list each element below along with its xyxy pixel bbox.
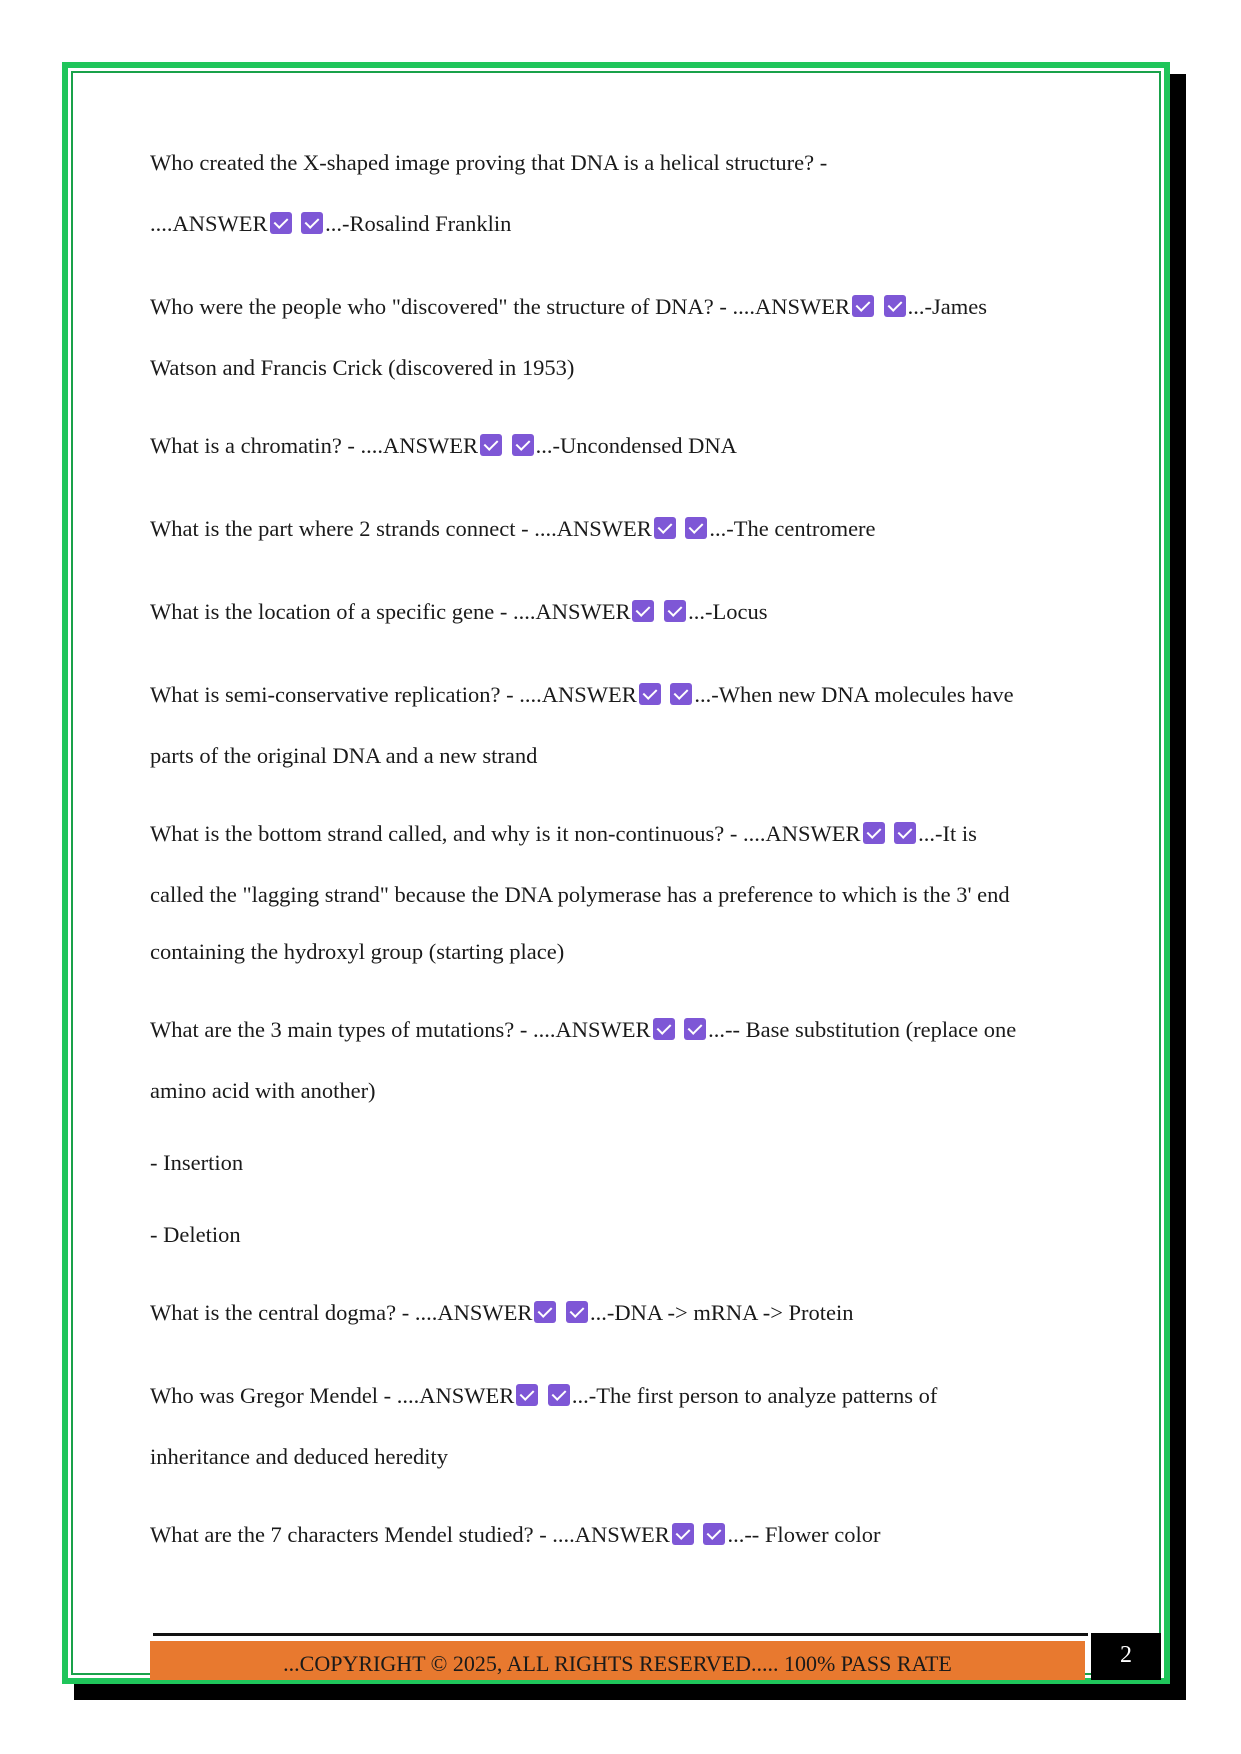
question-line	[150, 680, 1014, 710]
answer-text: amino acid with another)	[150, 1078, 376, 1103]
question-9-text: What is the central dogma? - ....ANSWER	[150, 1300, 533, 1325]
question-11-text: What are the 7 characters Mendel studied? - ....ANSWER	[150, 1522, 670, 1547]
check-box-icon	[512, 434, 534, 456]
question-5-text: What is the location of a specific gene - ....ANSWER	[150, 599, 631, 624]
check-box-icon	[516, 1384, 538, 1406]
question-6-text: What is semi-conservative replication? - ....ANSWER	[150, 682, 637, 707]
check-box-icon	[653, 1018, 675, 1040]
footer-copyright-bar	[150, 1641, 1085, 1680]
answer-text: ...-The centromere	[709, 516, 876, 541]
check-box-icon	[685, 517, 707, 539]
check-box-icon	[566, 1301, 588, 1323]
page-number: 2	[1091, 1633, 1161, 1680]
question-line	[150, 1381, 937, 1411]
answer-text: Watson and Francis Crick (discovered in 1953)	[150, 355, 575, 380]
check-box-icon	[270, 212, 292, 234]
answer-text: ...-Locus	[688, 599, 768, 624]
check-box-icon	[639, 683, 661, 705]
check-box-icon	[654, 517, 676, 539]
question-text	[150, 148, 827, 178]
check-box-icon	[480, 434, 502, 456]
answer-text: inheritance and deduced heredity	[150, 1444, 448, 1469]
question-line	[150, 1298, 854, 1328]
answer-text: - Deletion	[150, 1222, 241, 1247]
question-line	[150, 597, 767, 627]
answer-label: ....ANSWER	[150, 211, 268, 236]
check-box-icon	[548, 1384, 570, 1406]
answer-continuation	[150, 1442, 448, 1472]
question-line	[150, 1520, 881, 1550]
answer-text: ...-When new DNA molecules have	[694, 682, 1014, 707]
answer-text: containing the hydroxyl group (starting place)	[150, 939, 565, 964]
question-8-text: What are the 3 main types of mutations? - ....ANSWER	[150, 1017, 651, 1042]
answer-list-item	[150, 1148, 243, 1178]
answer-line	[150, 209, 511, 239]
question-2-text: Who were the people who "discovered" the structure of DNA? - ....ANSWER	[150, 294, 851, 319]
question-line	[150, 819, 977, 849]
answer-continuation	[150, 880, 1010, 910]
answer-text: ...-Uncondensed DNA	[535, 433, 737, 458]
answer-text: ...-Rosalind Franklin	[325, 211, 512, 236]
question-line	[150, 431, 737, 461]
answer-text: ...-- Flower color	[727, 1522, 881, 1547]
check-box-icon	[301, 212, 323, 234]
answer-text: ...-DNA -> mRNA -> Protein	[590, 1300, 854, 1325]
check-box-icon	[863, 822, 885, 844]
answer-continuation	[150, 1076, 376, 1106]
check-box-icon	[534, 1301, 556, 1323]
answer-text: ...-It is	[918, 821, 977, 846]
check-box-icon	[684, 1018, 706, 1040]
check-box-icon	[664, 600, 686, 622]
check-box-icon	[703, 1523, 725, 1545]
question-10-text: Who was Gregor Mendel - ....ANSWER	[150, 1383, 515, 1408]
footer-copyright-text: ...COPYRIGHT © 2025, ALL RIGHTS RESERVED..... 100% PASS RATE	[283, 1651, 952, 1676]
answer-text: ...-- Base substitution (replace one	[708, 1017, 1017, 1042]
check-box-icon	[672, 1523, 694, 1545]
answer-text: - Insertion	[150, 1150, 244, 1175]
question-7-text: What is the bottom strand called, and why is it non-continuous? - ....ANSWER	[150, 821, 861, 846]
check-box-icon	[852, 295, 874, 317]
check-box-icon	[894, 822, 916, 844]
footer-divider	[153, 1633, 1088, 1636]
question-line	[150, 1015, 1016, 1045]
answer-continuation	[150, 937, 564, 967]
question-line	[150, 514, 876, 544]
answer-text: called the "lagging strand" because the DNA polymerase has a preference to which is the 3' end	[150, 882, 1010, 907]
question-line	[150, 292, 987, 322]
check-box-icon	[632, 600, 654, 622]
question-3-text: What is a chromatin? - ....ANSWER	[150, 433, 479, 458]
check-box-icon	[884, 295, 906, 317]
answer-continuation	[150, 353, 574, 383]
question-1-text: Who created the X-shaped image proving that DNA is a helical structure? -	[150, 150, 828, 175]
answer-text: ...-The first person to analyze patterns of	[571, 1383, 938, 1408]
answer-text: parts of the original DNA and a new strand	[150, 743, 538, 768]
answer-list-item	[150, 1220, 241, 1250]
question-4-text: What is the part where 2 strands connect - ....ANSWER	[150, 516, 652, 541]
check-box-icon	[670, 683, 692, 705]
answer-continuation	[150, 741, 537, 771]
answer-text: ...-James	[907, 294, 988, 319]
